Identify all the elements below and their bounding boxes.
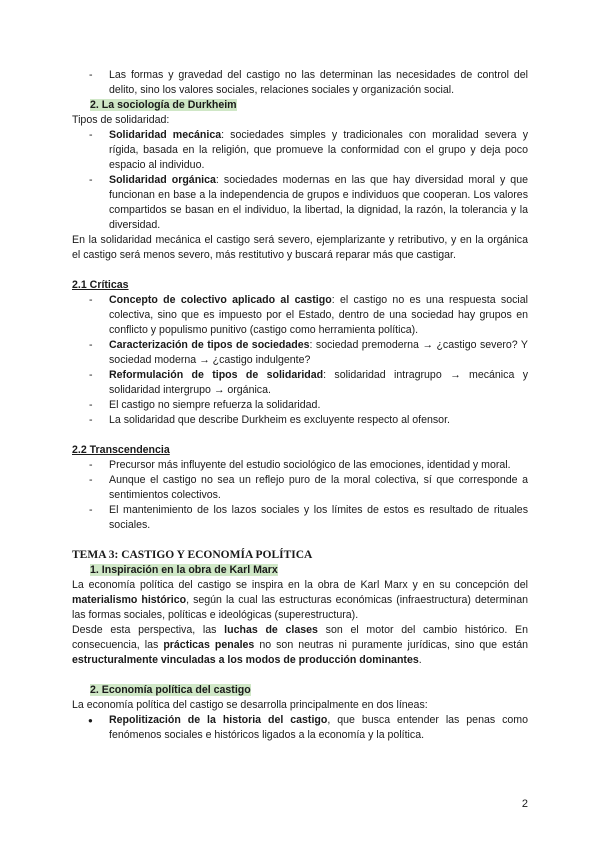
top-bullet-list: [72, 68, 528, 98]
solidarity-list: [72, 128, 528, 233]
section-heading: [72, 98, 528, 113]
section-heading: [72, 563, 528, 578]
page-number: 2: [521, 798, 528, 810]
economia-heading: 2. Economía política del castigo: [90, 684, 251, 696]
list-item: - Concepto de colectivo aplicado al castigo: el castigo no es una respuesta social colectiva, sino que es impuesto por el Estado, dentro de una sociedad hay grupos en conflicto y populismo punitivo (castigo como herramienta política).: [109, 293, 528, 338]
economia-list: [72, 713, 528, 743]
solidarity-paragraph: En la solidaridad mecánica el castigo será severo, ejemplarizante y retributivo, y en la orgánica el castigo será menos severo, más restitutivo y buscará reparar más que castigar.: [72, 234, 528, 261]
document-page: [72, 68, 528, 743]
economia-paragraph: La economía política del castigo se desarrolla principalmente en dos líneas:: [72, 699, 428, 711]
criticas-list: [72, 293, 528, 428]
list-item: - Reformulación de tipos de solidaridad: solidaridad intragrupo → mecánica y solidaridad intergrupo → orgánica.: [109, 368, 528, 398]
durkheim-heading: 2. La sociología de Durkheim: [90, 99, 237, 111]
marx-heading: 1. Inspiración en la obra de Karl Marx: [90, 564, 278, 576]
list-item: - Solidaridad mecánica: sociedades simples y tradicionales con moralidad severa y rígida, basada en la religión, que promueve la conformidad con el grupo y deja poco espacio al individuo.: [109, 128, 528, 173]
list-item: - Aunque el castigo no sea un reflejo puro de la moral colectiva, sí que corresponde a sentimientos colectivos.: [109, 473, 528, 503]
list-item: - El mantenimiento de los lazos sociales y los límites de estos es resultado de rituales sociales.: [109, 503, 528, 533]
list-item: - Caracterización de tipos de sociedades: sociedad premoderna → ¿castigo severo? Y sociedad moderna → ¿castigo indulgente?: [109, 338, 528, 368]
transcendencia-list: [72, 458, 528, 533]
list-item: - Precursor más influyente del estudio sociológico de las emociones, identidad y moral.: [109, 458, 528, 473]
clases-paragraph: Desde esta perspectiva, las luchas de clases son el motor del cambio histórico. En consecuencia, las prácticas penales no son neutras ni puramente jurídicas, sino que están estructuralmente vinculadas a los modos de producción dominantes.: [72, 624, 528, 666]
list-item: ● Repolitización de la historia del castigo, que busca entender las penas como fenómenos sociales e históricos ligados a la economía y la política.: [109, 713, 528, 743]
tema3-title: TEMA 3: CASTIGO Y ECONOMÍA POLÍTICA: [72, 549, 313, 561]
list-item: - La solidaridad que describe Durkheim es excluyente respecto al ofensor.: [109, 413, 528, 428]
criticas-heading: 2.1 Críticas: [72, 279, 129, 291]
list-item: - Solidaridad orgánica: sociedades modernas en las que hay diversidad moral y que funcionan en base a la independencia de grupos e individuos que cooperan. Los valores compartidos se basan en el individuo, la libertad, la dignidad, la razón, la tolerancia y la diversidad.: [109, 173, 528, 233]
section-heading: [72, 683, 528, 698]
solidarity-intro: Tipos de solidaridad:: [72, 114, 170, 126]
list-item: - El castigo no siempre refuerza la solidaridad.: [109, 398, 528, 413]
marx-paragraph: La economía política del castigo se inspira en la obra de Karl Marx y en su concepción del materialismo histórico, según la cual las estructuras económicas (infraestructura) determinan las formas sociales, políticas e ideológicas (superestructura).: [72, 579, 528, 621]
list-item: - Las formas y gravedad del castigo no las determinan las necesidades de control del delito, sino los valores sociales, relaciones sociales y organización social.: [109, 68, 528, 98]
transcendencia-heading: 2.2 Transcendencia: [72, 444, 170, 456]
